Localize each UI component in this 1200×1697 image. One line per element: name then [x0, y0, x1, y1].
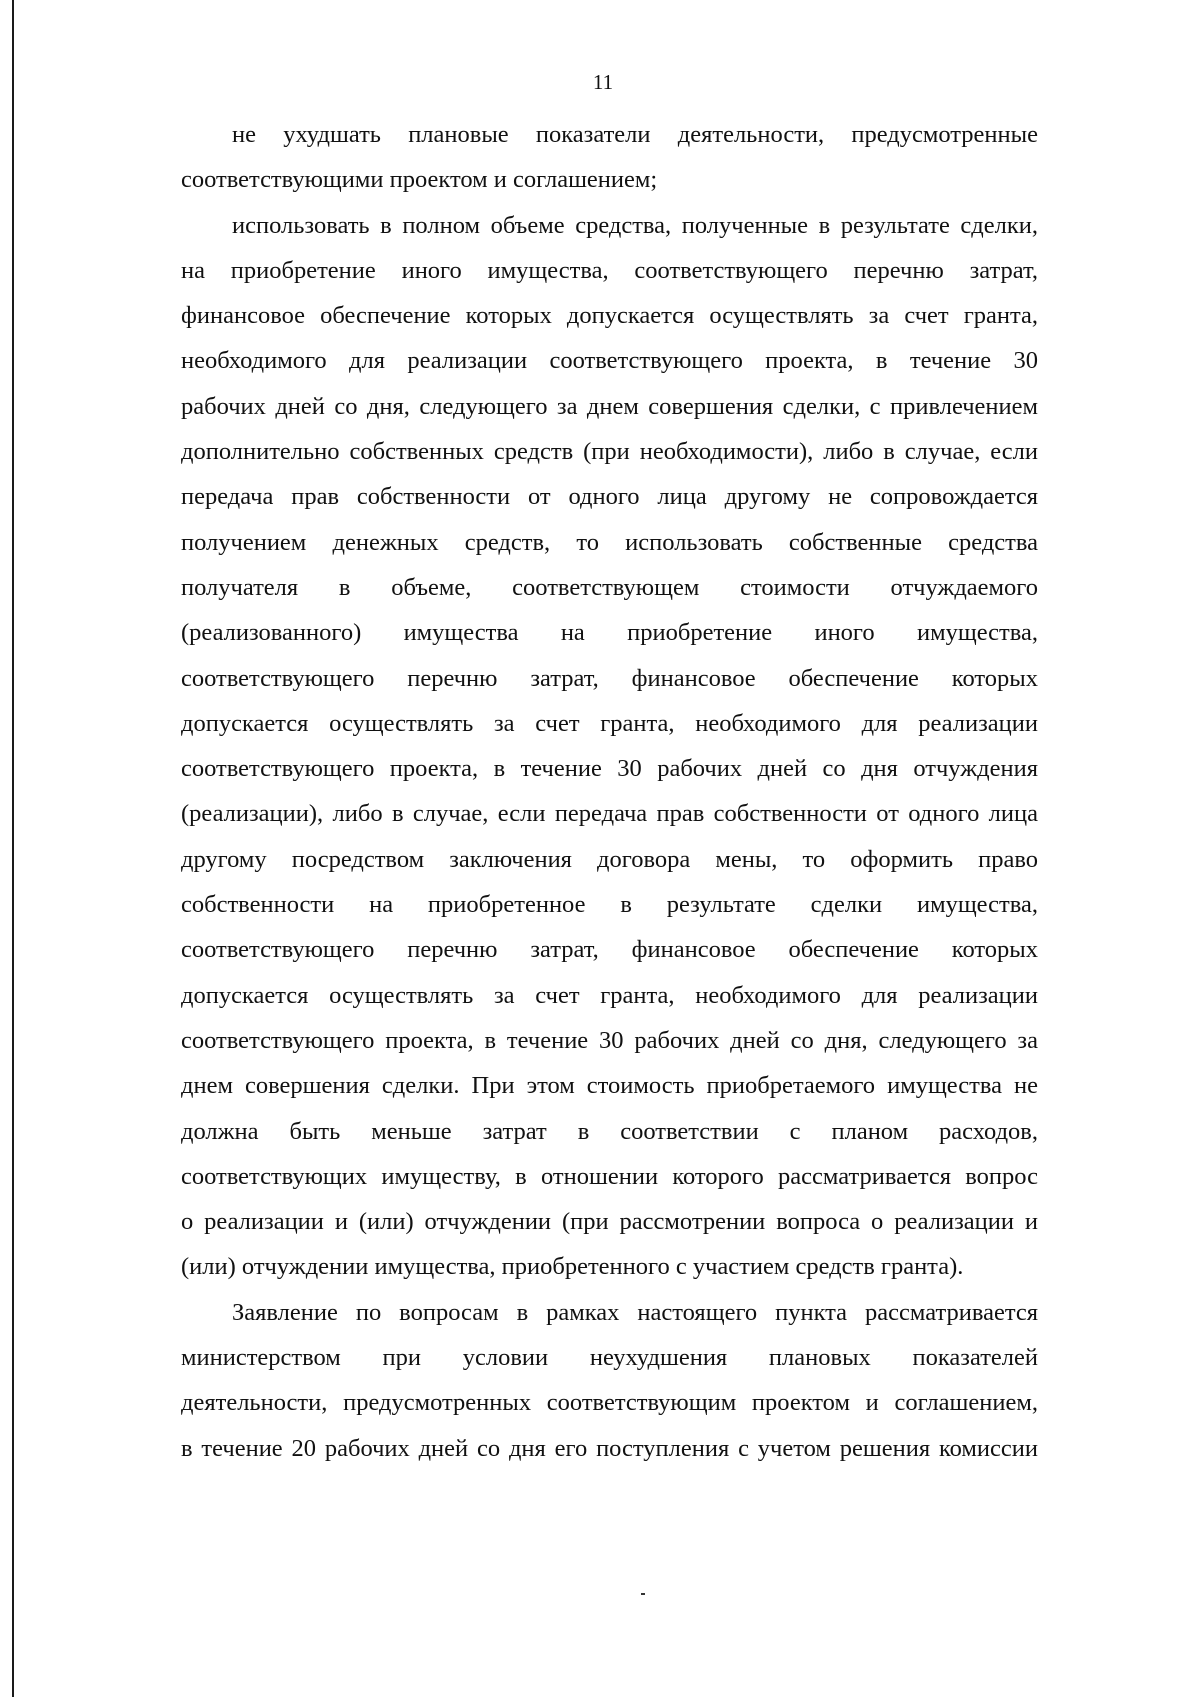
text-line: получением денежных средств, то использовать собственные средства — [181, 528, 1038, 556]
text-line: соответствующего перечню затрат, финансовое обеспечение которых — [181, 664, 1038, 692]
text-line: днем совершения сделки. При этом стоимость приобретаемого имущества не — [181, 1072, 1038, 1100]
text-line: о реализации и (или) отчуждении (при рассмотрении вопроса о реализации и — [181, 1208, 1038, 1236]
text-line: другому посредством заключения договора мены, то оформить право — [181, 845, 1038, 873]
text-line: (реализации), либо в случае, если передача прав собственности от одного лица — [181, 800, 1038, 828]
text-line: в течение 20 рабочих дней со дня его поступления с учетом решения комиссии — [181, 1434, 1038, 1462]
text-line: соответствующих имуществу, в отношении которого рассматривается вопрос — [181, 1162, 1038, 1190]
scan-artifact-mark — [641, 1593, 645, 1595]
text-line: рабочих дней со дня, следующего за днем совершения сделки, с привлечением — [181, 392, 1038, 420]
text-line: соответствующими проектом и соглашением; — [181, 166, 658, 194]
paragraph-3 — [181, 1290, 1038, 1471]
text-line: собственности на приобретенное в результате сделки имущества, — [181, 891, 1038, 919]
text-line: передача прав собственности от одного лица другому не сопровождается — [181, 483, 1038, 511]
text-line: Заявление по вопросам в рамках настоящего пункта рассматривается — [232, 1298, 1038, 1326]
document-body — [181, 112, 1038, 1471]
text-line: допускается осуществлять за счет гранта, необходимого для реализации — [181, 981, 1038, 1009]
text-line: (или) отчуждении имущества, приобретенного с участием средств гранта). — [181, 1253, 964, 1281]
scan-edge-line — [12, 0, 14, 1697]
text-line: не ухудшать плановые показатели деятельности, предусмотренные — [232, 121, 1038, 148]
text-line: дополнительно собственных средств (при необходимости), либо в случае, если — [181, 438, 1038, 466]
page-number: 11 — [592, 70, 614, 94]
paragraph-2 — [181, 203, 1038, 1290]
text-line: финансовое обеспечение которых допускается осуществлять за счет гранта, — [181, 302, 1038, 330]
text-line: использовать в полном объеме средства, полученные в результате сделки, — [232, 211, 1038, 239]
text-line: допускается осуществлять за счет гранта, необходимого для реализации — [181, 709, 1038, 737]
text-line: соответствующего проекта, в течение 30 рабочих дней со дня отчуждения — [181, 755, 1038, 783]
text-line: получателя в объеме, соответствующем стоимости отчуждаемого — [181, 573, 1038, 601]
text-line: (реализованного) имущества на приобретение иного имущества, — [181, 619, 1038, 647]
text-line: соответствующего проекта, в течение 30 рабочих дней со дня, следующего за — [181, 1026, 1038, 1054]
text-line: деятельности, предусмотренных соответствующим проектом и соглашением, — [181, 1389, 1038, 1417]
text-line: соответствующего перечню затрат, финансовое обеспечение которых — [181, 936, 1038, 964]
text-line: на приобретение иного имущества, соответствующего перечню затрат, — [181, 256, 1038, 284]
text-line: необходимого для реализации соответствующего проекта, в течение 30 — [181, 347, 1038, 375]
text-line: должна быть меньше затрат в соответствии с планом расходов, — [181, 1117, 1038, 1145]
paragraph-1 — [181, 112, 1038, 203]
text-line: министерством при условии неухудшения плановых показателей — [181, 1344, 1038, 1372]
